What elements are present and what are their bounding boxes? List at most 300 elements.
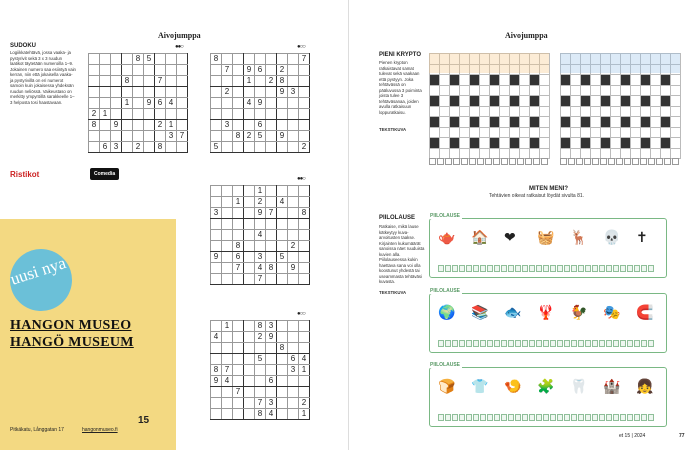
- sudoku-cell[interactable]: 2: [244, 131, 255, 142]
- letter-box[interactable]: [648, 340, 654, 347]
- sudoku-cell[interactable]: [266, 343, 277, 354]
- crypto-cell[interactable]: [621, 85, 631, 96]
- sudoku-cell[interactable]: [111, 109, 122, 120]
- crypto-cell[interactable]: [540, 127, 550, 138]
- sudoku-cell[interactable]: [299, 274, 310, 285]
- sudoku-cell[interactable]: [299, 76, 310, 87]
- crypto-cell[interactable]: [581, 75, 591, 86]
- sudoku-cell[interactable]: 9: [211, 376, 222, 387]
- sudoku-cell[interactable]: [277, 208, 288, 219]
- crypto-cell[interactable]: [581, 138, 591, 149]
- sudoku-cell[interactable]: [89, 87, 100, 98]
- sudoku-cell[interactable]: 5: [255, 354, 266, 365]
- crypto-cell[interactable]: [571, 138, 581, 149]
- sudoku-cell[interactable]: 1: [222, 321, 233, 332]
- piilolause-puzzle-1[interactable]: [429, 213, 667, 278]
- sudoku-cell[interactable]: [266, 365, 277, 376]
- sudoku-cell[interactable]: [233, 230, 244, 241]
- sudoku-cell[interactable]: [244, 365, 255, 376]
- sudoku-cell[interactable]: [133, 87, 144, 98]
- letter-box[interactable]: [487, 265, 493, 272]
- sudoku-cell[interactable]: [89, 131, 100, 142]
- crypto-cell[interactable]: [500, 148, 510, 159]
- crypto-cell[interactable]: [611, 117, 621, 128]
- crypto-cell[interactable]: [581, 106, 591, 117]
- sudoku-cell[interactable]: [266, 274, 277, 285]
- sudoku-cell[interactable]: [122, 131, 133, 142]
- letter-box[interactable]: [501, 414, 507, 421]
- sudoku-cell[interactable]: [177, 142, 188, 153]
- letter-box[interactable]: [536, 414, 542, 421]
- letter-box[interactable]: [536, 265, 542, 272]
- crypto-cell[interactable]: [651, 85, 661, 96]
- crypto-cell[interactable]: [581, 117, 591, 128]
- letter-box[interactable]: [501, 340, 507, 347]
- sudoku-cell[interactable]: 9: [244, 65, 255, 76]
- crypto-cell[interactable]: [530, 96, 540, 107]
- sudoku-cell[interactable]: [299, 186, 310, 197]
- sudoku-cell[interactable]: [288, 332, 299, 343]
- crypto-cell[interactable]: [601, 96, 611, 107]
- crypto-cell[interactable]: [510, 148, 520, 159]
- sudoku-cell[interactable]: [288, 120, 299, 131]
- crypto-cell[interactable]: [631, 117, 641, 128]
- crypto-cell[interactable]: [460, 148, 470, 159]
- sudoku-cell[interactable]: [133, 98, 144, 109]
- sudoku-cell[interactable]: [155, 65, 166, 76]
- sudoku-cell[interactable]: 2: [277, 65, 288, 76]
- sudoku-cell[interactable]: [166, 109, 177, 120]
- crypto-cell[interactable]: [591, 148, 601, 159]
- sudoku-cell[interactable]: [211, 263, 222, 274]
- crypto-cell[interactable]: [430, 85, 440, 96]
- sudoku-cell[interactable]: [255, 365, 266, 376]
- crypto-cell[interactable]: [611, 127, 621, 138]
- crypto-cell[interactable]: [581, 127, 591, 138]
- crypto-cell[interactable]: [530, 117, 540, 128]
- sudoku-cell[interactable]: [277, 398, 288, 409]
- sudoku-cell[interactable]: [233, 409, 244, 420]
- sudoku-cell[interactable]: [244, 109, 255, 120]
- sudoku-cell[interactable]: [177, 87, 188, 98]
- sudoku-cell[interactable]: 4: [277, 197, 288, 208]
- crypto-cell[interactable]: [641, 148, 651, 159]
- sudoku-cell[interactable]: [211, 98, 222, 109]
- crypto-cell[interactable]: [500, 127, 510, 138]
- sudoku-cell[interactable]: 3: [266, 321, 277, 332]
- letter-box[interactable]: [522, 340, 528, 347]
- sudoku-cell[interactable]: [255, 343, 266, 354]
- letter-box[interactable]: [613, 340, 619, 347]
- sudoku-cell[interactable]: 3: [222, 120, 233, 131]
- letter-box[interactable]: [606, 340, 612, 347]
- crypto-cell[interactable]: [480, 148, 490, 159]
- letter-box[interactable]: [641, 414, 647, 421]
- crypto-cell[interactable]: [661, 106, 671, 117]
- crypto-cell[interactable]: [520, 138, 530, 149]
- sudoku-cell[interactable]: [277, 409, 288, 420]
- letter-box[interactable]: [487, 340, 493, 347]
- sudoku-cell[interactable]: 4: [255, 263, 266, 274]
- crypto-cell[interactable]: [440, 85, 450, 96]
- crypto-cell[interactable]: [571, 85, 581, 96]
- letter-box[interactable]: [571, 265, 577, 272]
- sudoku-cell[interactable]: 7: [266, 208, 277, 219]
- crypto-cell[interactable]: [561, 148, 571, 159]
- answer-box[interactable]: [501, 158, 508, 165]
- sudoku-cell[interactable]: [244, 54, 255, 65]
- crypto-cell[interactable]: [591, 106, 601, 117]
- crypto-cell[interactable]: [490, 117, 500, 128]
- piilolause-puzzle-2[interactable]: [429, 288, 667, 353]
- answer-box[interactable]: [485, 158, 492, 165]
- letter-box[interactable]: [648, 265, 654, 272]
- sudoku-cell[interactable]: [111, 65, 122, 76]
- crypto-cell[interactable]: [601, 148, 611, 159]
- sudoku-cell[interactable]: [288, 197, 299, 208]
- letter-box[interactable]: [550, 340, 556, 347]
- sudoku-cell[interactable]: [299, 219, 310, 230]
- letter-box[interactable]: [466, 340, 472, 347]
- sudoku-cell[interactable]: [144, 87, 155, 98]
- crypto-cell[interactable]: [460, 85, 470, 96]
- sudoku-cell[interactable]: 8: [133, 54, 144, 65]
- sudoku-cell[interactable]: [288, 142, 299, 153]
- letter-box[interactable]: [508, 265, 514, 272]
- letter-box[interactable]: [564, 265, 570, 272]
- sudoku-cell[interactable]: [233, 76, 244, 87]
- crypto-cell[interactable]: [671, 127, 681, 138]
- letter-box[interactable]: [543, 414, 549, 421]
- crypto-cell[interactable]: [530, 138, 540, 149]
- sudoku-cell[interactable]: 2: [133, 142, 144, 153]
- crypto-cell[interactable]: [470, 75, 480, 86]
- crypto-cell[interactable]: [631, 75, 641, 86]
- answer-box[interactable]: [509, 158, 516, 165]
- sudoku-cell[interactable]: [89, 76, 100, 87]
- letter-box[interactable]: [473, 414, 479, 421]
- sudoku-cell[interactable]: [233, 142, 244, 153]
- crypto-cell[interactable]: [561, 75, 571, 86]
- answer-box[interactable]: [664, 158, 671, 165]
- crypto-cell[interactable]: [460, 75, 470, 86]
- crypto-cell[interactable]: [440, 138, 450, 149]
- sudoku-cell[interactable]: [277, 219, 288, 230]
- sudoku-cell[interactable]: [244, 274, 255, 285]
- crypto-cell[interactable]: [450, 117, 460, 128]
- answer-box[interactable]: [632, 158, 639, 165]
- letter-box[interactable]: [515, 265, 521, 272]
- answer-box[interactable]: [429, 158, 436, 165]
- sudoku-cell[interactable]: [299, 321, 310, 332]
- crypto-cell[interactable]: [430, 138, 440, 149]
- letter-box[interactable]: [452, 340, 458, 347]
- sudoku-cell[interactable]: [122, 65, 133, 76]
- sudoku-cell[interactable]: [277, 230, 288, 241]
- crypto-cell[interactable]: [661, 117, 671, 128]
- crypto-cell[interactable]: [611, 106, 621, 117]
- crypto-cell[interactable]: [470, 117, 480, 128]
- sudoku-cell[interactable]: [288, 343, 299, 354]
- crypto-cell[interactable]: [601, 75, 611, 86]
- sudoku-cell[interactable]: 8: [266, 263, 277, 274]
- sudoku-cell[interactable]: [255, 376, 266, 387]
- sudoku-cell[interactable]: [277, 241, 288, 252]
- sudoku-cell[interactable]: 8: [255, 409, 266, 420]
- sudoku-cell[interactable]: [288, 409, 299, 420]
- letter-boxes[interactable]: [438, 265, 654, 272]
- letter-box[interactable]: [480, 414, 486, 421]
- crypto-cell[interactable]: [641, 106, 651, 117]
- sudoku-cell[interactable]: 1: [233, 197, 244, 208]
- letter-boxes[interactable]: [438, 340, 654, 347]
- crypto-cell[interactable]: [601, 117, 611, 128]
- sudoku-cell[interactable]: [211, 131, 222, 142]
- sudoku-cell[interactable]: [211, 109, 222, 120]
- letter-box[interactable]: [557, 340, 563, 347]
- sudoku-cell[interactable]: [222, 208, 233, 219]
- letter-box[interactable]: [480, 265, 486, 272]
- sudoku-cell[interactable]: [266, 131, 277, 142]
- sudoku-cell[interactable]: 9: [211, 252, 222, 263]
- crypto-cell[interactable]: [520, 85, 530, 96]
- letter-box[interactable]: [438, 265, 444, 272]
- sudoku-cell[interactable]: [211, 321, 222, 332]
- crypto-cell[interactable]: [621, 75, 631, 86]
- sudoku-cell[interactable]: [266, 142, 277, 153]
- crypto-cell[interactable]: [520, 106, 530, 117]
- sudoku-cell[interactable]: [244, 241, 255, 252]
- sudoku-cell[interactable]: [100, 131, 111, 142]
- crypto-cell[interactable]: [510, 85, 520, 96]
- sudoku-cell[interactable]: [100, 65, 111, 76]
- letter-box[interactable]: [578, 414, 584, 421]
- letter-box[interactable]: [634, 414, 640, 421]
- sudoku-cell[interactable]: [244, 387, 255, 398]
- sudoku-cell[interactable]: 3: [211, 208, 222, 219]
- crypto-cell[interactable]: [470, 96, 480, 107]
- sudoku-cell[interactable]: [222, 274, 233, 285]
- sudoku-cell[interactable]: [211, 354, 222, 365]
- sudoku-cell[interactable]: [299, 197, 310, 208]
- crypto-cell[interactable]: [530, 75, 540, 86]
- crypto-cell[interactable]: [561, 96, 571, 107]
- sudoku-cell[interactable]: [211, 120, 222, 131]
- sudoku-cell[interactable]: [244, 230, 255, 241]
- sudoku-cell[interactable]: 7: [177, 131, 188, 142]
- letter-box[interactable]: [515, 414, 521, 421]
- crypto-cell[interactable]: [450, 96, 460, 107]
- sudoku-cell[interactable]: [233, 98, 244, 109]
- letter-box[interactable]: [585, 265, 591, 272]
- sudoku-cell[interactable]: [277, 142, 288, 153]
- sudoku-cell[interactable]: [89, 98, 100, 109]
- sudoku-cell[interactable]: [233, 109, 244, 120]
- crypto-cell[interactable]: [470, 106, 480, 117]
- crypto-cell[interactable]: [430, 96, 440, 107]
- crypto-cell[interactable]: [430, 117, 440, 128]
- sudoku-cell[interactable]: [222, 354, 233, 365]
- sudoku-cell[interactable]: [155, 54, 166, 65]
- sudoku-cell[interactable]: [266, 65, 277, 76]
- sudoku-cell[interactable]: 7: [155, 76, 166, 87]
- sudoku-cell[interactable]: [299, 131, 310, 142]
- crypto-cell[interactable]: [520, 96, 530, 107]
- sudoku-cell[interactable]: [89, 142, 100, 153]
- crypto-cell[interactable]: [450, 106, 460, 117]
- sudoku-cell[interactable]: [166, 54, 177, 65]
- sudoku-cell[interactable]: [222, 398, 233, 409]
- sudoku-cell[interactable]: 2: [255, 197, 266, 208]
- sudoku-cell[interactable]: [277, 365, 288, 376]
- sudoku-cell[interactable]: 9: [255, 98, 266, 109]
- sudoku-cell[interactable]: 2: [266, 76, 277, 87]
- sudoku-cell[interactable]: 7: [233, 263, 244, 274]
- crypto-cell[interactable]: [480, 96, 490, 107]
- answer-box[interactable]: [560, 158, 567, 165]
- crypto-cell[interactable]: [510, 127, 520, 138]
- sudoku-cell[interactable]: 6: [255, 120, 266, 131]
- letter-box[interactable]: [613, 265, 619, 272]
- letter-box[interactable]: [501, 265, 507, 272]
- crypto-cell[interactable]: [540, 148, 550, 159]
- crypto-cell[interactable]: [450, 138, 460, 149]
- crypto-cell[interactable]: [490, 148, 500, 159]
- letter-box[interactable]: [494, 414, 500, 421]
- crypto-cell[interactable]: [500, 96, 510, 107]
- letter-box[interactable]: [445, 265, 451, 272]
- crypto-cell[interactable]: [540, 96, 550, 107]
- sudoku-cell[interactable]: [233, 332, 244, 343]
- crypto-cell[interactable]: [450, 75, 460, 86]
- crypto-cell[interactable]: [530, 127, 540, 138]
- sudoku-cell[interactable]: 4: [255, 230, 266, 241]
- sudoku-cell[interactable]: 6: [266, 376, 277, 387]
- crypto-cell[interactable]: [500, 106, 510, 117]
- crypto-cell[interactable]: [581, 85, 591, 96]
- answer-box[interactable]: [477, 158, 484, 165]
- crypto-cell[interactable]: [490, 127, 500, 138]
- sudoku-cell[interactable]: 6: [288, 354, 299, 365]
- crypto-cell[interactable]: [450, 127, 460, 138]
- sudoku-cell[interactable]: [233, 186, 244, 197]
- crypto-cell[interactable]: [621, 148, 631, 159]
- letter-box[interactable]: [529, 414, 535, 421]
- answer-box[interactable]: [525, 158, 532, 165]
- crypto-cell[interactable]: [561, 127, 571, 138]
- letter-box[interactable]: [585, 340, 591, 347]
- sudoku-cell[interactable]: [177, 120, 188, 131]
- sudoku-cell[interactable]: 4: [166, 98, 177, 109]
- sudoku-cell[interactable]: [288, 54, 299, 65]
- sudoku-cell[interactable]: [211, 387, 222, 398]
- letter-box[interactable]: [634, 340, 640, 347]
- sudoku-cell[interactable]: [211, 241, 222, 252]
- sudoku-cell[interactable]: 5: [144, 54, 155, 65]
- crypto-cell[interactable]: [591, 127, 601, 138]
- crypto-cell[interactable]: [490, 75, 500, 86]
- sudoku-cell[interactable]: 2: [255, 332, 266, 343]
- crypto-cell[interactable]: [611, 96, 621, 107]
- crypto-cell[interactable]: [440, 127, 450, 138]
- crypto-cell[interactable]: [430, 148, 440, 159]
- sudoku-cell[interactable]: 8: [89, 120, 100, 131]
- crypto-cell[interactable]: [661, 96, 671, 107]
- sudoku-cell[interactable]: 1: [255, 186, 266, 197]
- sudoku-cell[interactable]: 6: [255, 65, 266, 76]
- sudoku-cell[interactable]: [144, 76, 155, 87]
- sudoku-cell[interactable]: 6: [233, 252, 244, 263]
- letter-box[interactable]: [459, 414, 465, 421]
- crypto-cell[interactable]: [631, 96, 641, 107]
- sudoku-cell[interactable]: [288, 398, 299, 409]
- crypto-cell[interactable]: [571, 106, 581, 117]
- crypto-cell[interactable]: [591, 96, 601, 107]
- sudoku-cell[interactable]: [299, 343, 310, 354]
- sudoku-cell[interactable]: [100, 87, 111, 98]
- letter-box[interactable]: [473, 340, 479, 347]
- sudoku-cell[interactable]: [222, 332, 233, 343]
- crypto-cell[interactable]: [651, 138, 661, 149]
- sudoku-cell[interactable]: [255, 109, 266, 120]
- sudoku-cell[interactable]: [299, 376, 310, 387]
- crypto-cell[interactable]: [621, 127, 631, 138]
- answer-box[interactable]: [445, 158, 452, 165]
- letter-box[interactable]: [536, 340, 542, 347]
- letter-box[interactable]: [543, 340, 549, 347]
- sudoku-cell[interactable]: 8: [211, 54, 222, 65]
- sudoku-cell[interactable]: 8: [277, 343, 288, 354]
- crypto-cell[interactable]: [480, 85, 490, 96]
- sudoku-cell[interactable]: [122, 120, 133, 131]
- crypto-cell[interactable]: [510, 106, 520, 117]
- letter-box[interactable]: [606, 265, 612, 272]
- sudoku-cell[interactable]: [266, 252, 277, 263]
- crypto-cell[interactable]: [490, 85, 500, 96]
- sudoku-cell[interactable]: 3: [288, 87, 299, 98]
- sudoku-cell[interactable]: [222, 131, 233, 142]
- sudoku-cell[interactable]: [211, 76, 222, 87]
- answer-box[interactable]: [648, 158, 655, 165]
- crypto-cell[interactable]: [500, 85, 510, 96]
- letter-box[interactable]: [627, 265, 633, 272]
- sudoku-cell[interactable]: 9: [255, 208, 266, 219]
- sudoku-cell[interactable]: [255, 54, 266, 65]
- crypto-cell[interactable]: [581, 148, 591, 159]
- sudoku-cell[interactable]: 9: [288, 263, 299, 274]
- crypto-cell[interactable]: [540, 106, 550, 117]
- sudoku-cell[interactable]: 9: [277, 87, 288, 98]
- letter-box[interactable]: [627, 340, 633, 347]
- crypto-cell[interactable]: [641, 127, 651, 138]
- sudoku-cell[interactable]: 5: [277, 252, 288, 263]
- crypto-cell[interactable]: [641, 138, 651, 149]
- sudoku-cell[interactable]: [222, 252, 233, 263]
- sudoku-cell[interactable]: [299, 109, 310, 120]
- sudoku-cell[interactable]: [211, 65, 222, 76]
- crypto-cell[interactable]: [500, 75, 510, 86]
- sudoku-cell[interactable]: [233, 274, 244, 285]
- crypto-cell[interactable]: [671, 138, 681, 149]
- sudoku-cell[interactable]: [288, 98, 299, 109]
- crypto-cell[interactable]: [520, 127, 530, 138]
- sudoku-cell[interactable]: 9: [277, 131, 288, 142]
- sudoku-cell[interactable]: [277, 332, 288, 343]
- crypto-cell[interactable]: [530, 106, 540, 117]
- letter-box[interactable]: [571, 414, 577, 421]
- sudoku-cell[interactable]: 3: [266, 398, 277, 409]
- answer-box[interactable]: [672, 158, 679, 165]
